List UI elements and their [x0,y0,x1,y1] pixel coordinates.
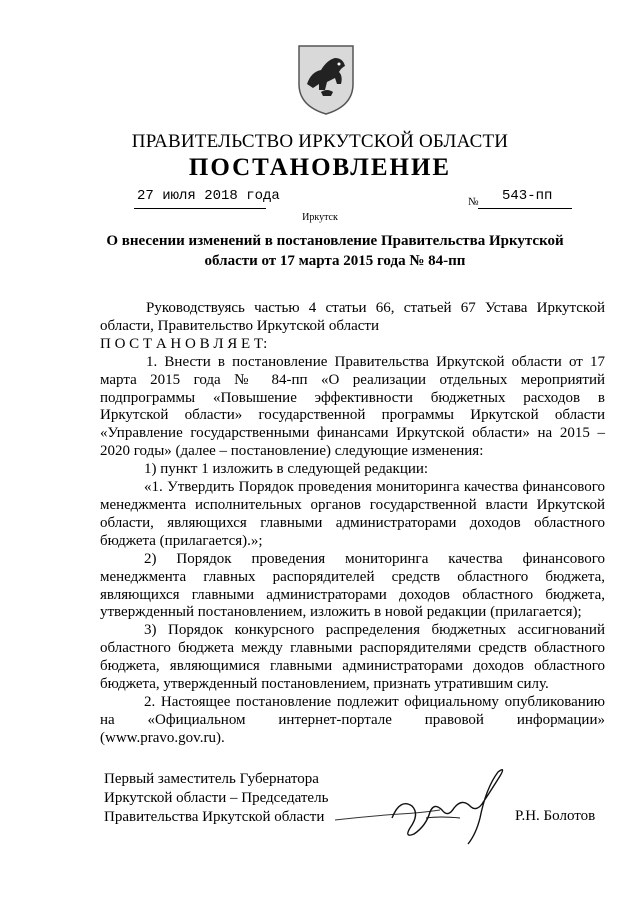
item-2-paragraph: 2. Настоящее постановление подлежит официальному опубликованию на «Официальном интернет-портале правовой информации» (www.pravo.gov.ru). [100,693,605,746]
document-title: О внесении изменений в постановление Правительства Иркутской области от 17 марта 2015 года № 84-пп [106,233,564,269]
item-1-paragraph: 1. Внести в постановление Правительства Иркутской области от 17 марта 2015 года № 84-пп «О реализации отдельных мероприятий подпрограммы «Повышение эффективности бюджетных расходов в Иркутской области» государственной программы Иркутской области «Управление государственными финансами Иркутской области» на 2015 – 2020 годы» (далее – постановление) следующие изменения: [100,353,605,460]
handwritten-signature [330,758,530,848]
number-sign: № [468,196,479,208]
signatory-title [104,770,354,827]
city: Иркутск [302,212,338,223]
signatory-line-3: Правительства Иркутской области [104,809,325,825]
date-underline [134,208,266,209]
document-type: ПОСТАНОВЛЕНИЕ [188,154,452,181]
signatory-name: Р.Н. Болотов [515,808,596,824]
number-underline [478,208,572,209]
document-number: 543-пп [502,188,553,204]
subitem-1-paragraph: 1) пункт 1 изложить в следующей редакции: [144,461,429,478]
quoted-paragraph: «1. Утвердить Порядок проведения мониторинга качества финансового менеджмента исполнительных органов государственной власти Иркутской области, являющихся главными администраторами доходов областного бюджета (прилагается).»; [100,479,605,549]
subitem-3-paragraph: 3) Порядок конкурсного распределения бюджетных ассигнований областного бюджета между главными распорядителями средств областного бюджета, являющимися главными администраторами доходов областного бюджета, утвержденный постановлением, признать утратившим силу. [100,622,605,693]
resolves-line: П О С Т А Н О В Л Я Е Т: [100,335,268,352]
preamble-paragraph: Руководствуясь частью 4 статьи 66, статьей 67 Устава Иркутской области, Правительство Иркутской области [100,300,605,334]
subitem-2-paragraph: 2) Порядок проведения мониторинга качества финансового менеджмента главных распорядителей средств областного бюджета, являющихся главными администраторами доходов областного бюджета, утвержденный постановлением, изложить в новой редакции (прилагается); [100,550,605,621]
document-body [100,300,605,748]
government-name: ПРАВИТЕЛЬСТВО ИРКУТСКОЙ ОБЛАСТИ [131,131,509,152]
signatory-line-1: Первый заместитель Губернатора [104,771,319,787]
document-date: 27 июля 2018 года [137,188,280,204]
signatory-line-2: Иркутской области – Председатель [104,790,329,806]
coat-of-arms-icon [297,44,355,116]
